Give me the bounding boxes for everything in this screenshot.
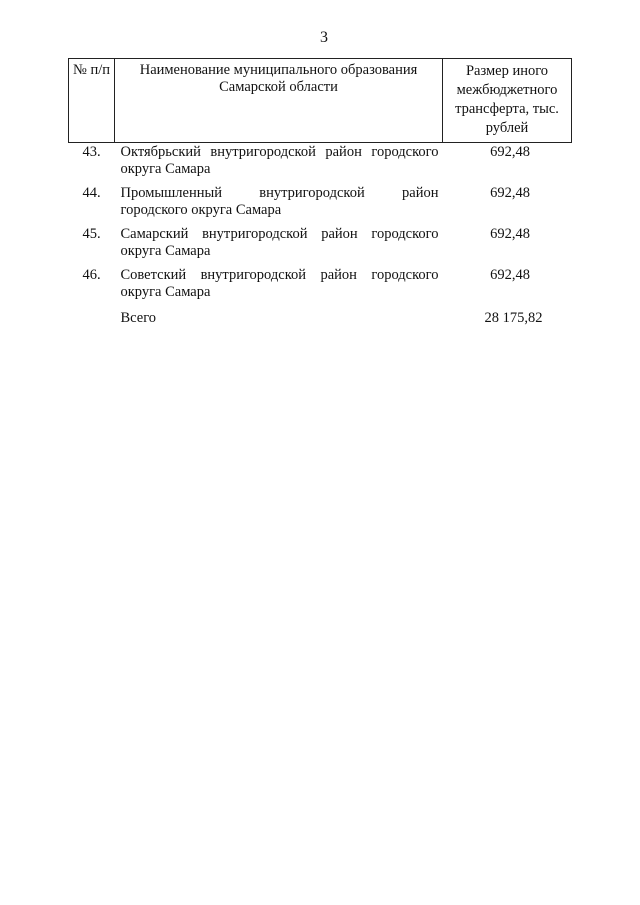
row-transfer-amount: 692,48: [490, 267, 530, 283]
page-number: 3: [320, 29, 328, 46]
row-transfer-amount: 692,48: [490, 226, 530, 242]
table-row: [69, 143, 572, 186]
table-row: [69, 185, 572, 226]
row-municipality-name: Промышленный внутригородской район городского округа Самара: [120, 185, 439, 218]
table-header: [69, 59, 572, 143]
row-number: 46.: [82, 267, 101, 283]
table-row: [69, 267, 572, 308]
total-label: Всего: [120, 310, 157, 326]
row-transfer-amount: 692,48: [490, 144, 530, 160]
row-municipality-name: Самарский внутригородской район городского округа Самара: [120, 226, 439, 259]
header-number: № п/п: [69, 59, 115, 143]
row-number: 43.: [82, 144, 101, 160]
row-number: 45.: [82, 226, 101, 242]
total-amount: 28 175,82: [484, 310, 543, 326]
header-row: [69, 59, 572, 143]
transfer-table: [68, 58, 572, 334]
row-municipality-name: Октябрьский внутригородской район городского округа Самара: [120, 144, 439, 177]
header-transfer-amount: Размер иного межбюджетного трансферта, тыс. рублей: [443, 59, 572, 143]
table-body: [69, 143, 572, 335]
row-number: 44.: [82, 185, 101, 201]
row-transfer-amount: 692,48: [490, 185, 530, 201]
header-municipality-name: Наименование муниципального образования Самарской области: [115, 59, 443, 143]
total-number-cell: [69, 308, 115, 334]
table-row: [69, 226, 572, 267]
total-row: [69, 308, 572, 334]
row-municipality-name: Советский внутригородской район городского округа Самара: [120, 267, 439, 300]
